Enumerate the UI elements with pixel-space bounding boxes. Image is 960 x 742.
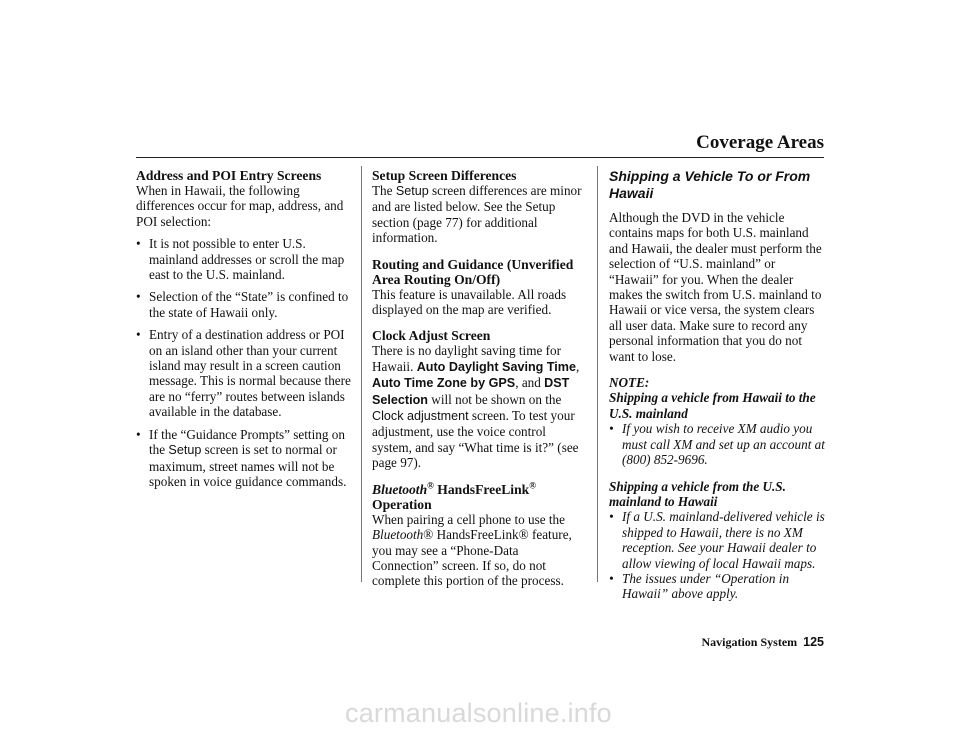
text-run: Bluetooth <box>372 527 424 543</box>
page-footer <box>701 635 824 650</box>
text-run: screen is set to normal or maximum, street names will not be spoken in voice guidance commands. <box>149 442 347 489</box>
bullet-list <box>609 509 827 601</box>
note-subheading: Shipping a vehicle from Hawaii to the U.S. mainland <box>609 390 816 421</box>
note-label: NOTE: <box>609 375 650 391</box>
ui-term: Clock adjustment <box>372 409 469 424</box>
page-number: 125 <box>803 635 824 649</box>
ui-term: Auto Daylight Saving Time <box>416 359 576 374</box>
section-heading <box>372 482 588 512</box>
column-right <box>609 168 827 602</box>
list-item: • Selection of the “State” is confined to the state of Hawaii only. <box>136 289 354 320</box>
list-item <box>136 427 354 490</box>
list-item: • If a U.S. mainland-delivered vehicle is shipped to Hawaii, there is no XM reception. See your Hawaii dealer to allow viewing of local Hawaii maps. <box>609 509 827 571</box>
list-item: • It is not possible to enter U.S. mainland addresses or scroll the map east to the U.S. mainland. <box>136 236 354 282</box>
text-run: Bluetooth <box>372 481 428 497</box>
column-left <box>136 168 354 489</box>
text-run: The <box>372 183 396 198</box>
text-run: will not be shown on the <box>428 391 562 407</box>
ui-term: Auto Time Zone by GPS <box>372 376 516 391</box>
ui-term: Setup <box>395 184 429 198</box>
list-item: • If you wish to receive XM audio you must call XM and set up an account at (800) 852-9696. <box>609 421 827 467</box>
section-heading: Clock Adjust Screen <box>372 328 491 344</box>
section-heading: Shipping a Vehicle To or From Hawaii <box>609 168 811 201</box>
text-run: When pairing a cell phone to use the <box>372 511 565 527</box>
paragraph <box>372 343 588 470</box>
bullet-list <box>136 236 354 489</box>
text-run: screen differences are minor and are listed below. See the Setup section (page 77) for additional information. <box>372 183 582 246</box>
text-run: If the “Guidance Prompts” setting on the <box>149 426 345 458</box>
paragraph <box>372 183 588 246</box>
watermark: carmanualsonline.info <box>345 698 612 728</box>
note-subheading: Shipping a vehicle from the U.S. mainland to Hawaii <box>609 478 786 509</box>
ui-term: DST Selection <box>372 376 570 407</box>
bullet-list <box>609 421 827 467</box>
ui-term: Setup <box>168 443 202 458</box>
text-run: HandsFreeLink <box>433 481 530 497</box>
registered-mark: ® <box>427 480 434 491</box>
text-run: , and <box>515 375 545 391</box>
text-run: screen. To test your adjustment, use the voice control system, and say “What time is it?” (see page 97). <box>372 408 579 471</box>
paragraph: Although the DVD in the vehicle contains maps for both U.S. mainland and Hawaii, the dealer must perform the selection of “U.S. mainland” or “Hawaii” for you. When the dealer makes the switch from U.S. mainland to Hawaii or vice versa, the system clears all user data. Make sure to record any personal information that you do not want to lose. <box>609 210 822 364</box>
paragraph <box>372 512 588 589</box>
list-item: • The issues under “Operation in Hawaii” above apply. <box>609 571 827 602</box>
column-divider <box>597 166 598 582</box>
text-run: ® HandsFreeLink® feature, you may see a “Phone-Data Connection” screen. If so, do not complete this portion of the process. <box>372 527 572 589</box>
header-divider <box>136 157 824 158</box>
paragraph: When in Hawaii, the following differences occur for map, address, and POI selection: <box>136 183 344 229</box>
section-heading: Setup Screen Differences <box>372 168 517 183</box>
text-run: , <box>576 358 580 374</box>
text-run: Operation <box>372 496 432 512</box>
text-run: There is no daylight saving time for Hawaii. <box>372 343 561 374</box>
column-divider <box>361 166 362 582</box>
section-heading: Address and POI Entry Screens <box>136 168 322 183</box>
paragraph: This feature is unavailable. All roads displayed on the map are verified. <box>372 286 567 318</box>
section-heading: Routing and Guidance (Unverified Area Routing On/Off) <box>372 256 574 287</box>
registered-mark: ® <box>529 480 536 491</box>
page-title: Coverage Areas <box>696 132 824 153</box>
list-item: • Entry of a destination address or POI on an island other than your current island may result in a screen caution message. This is normal because there are no “ferry” routes between islands available in the database. <box>136 327 354 419</box>
footer-section-name: Navigation System <box>701 635 798 649</box>
column-middle <box>372 168 588 589</box>
